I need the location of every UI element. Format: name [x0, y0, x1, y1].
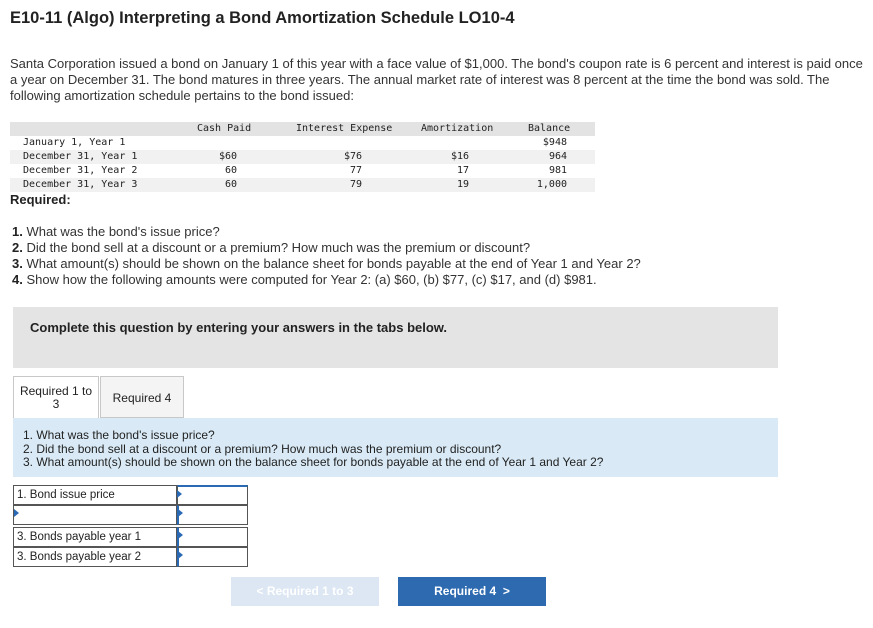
row-cash: $60 [218, 151, 237, 162]
question-number: 4. [12, 272, 23, 287]
page-title: E10-11 (Algo) Interpreting a Bond Amortization Schedule LO10-4 [10, 9, 515, 27]
chevron-right-icon: > [502, 584, 510, 598]
bonds-payable-year-1-input[interactable] [179, 529, 247, 547]
question-item [12, 240, 641, 256]
question-text: Did the bond sell at a discount or a premium? How much was the premium or discount? [22, 240, 531, 255]
table-row [10, 150, 595, 164]
row-balance: 964 [548, 151, 567, 162]
discount-premium-amount-cell[interactable] [177, 505, 248, 525]
instruction-box [13, 307, 778, 368]
tab-label-line1: Required 1 to [19, 384, 93, 398]
previous-tab-label: Required 1 to 3 [266, 584, 354, 598]
input-marker-icon [178, 509, 183, 517]
question-item [12, 256, 641, 272]
answer-label-text: 3. Bonds payable year 1 [17, 531, 142, 543]
row-amort: 17 [456, 165, 469, 176]
row-balance: 981 [548, 165, 567, 176]
row-date: December 31, Year 1 [23, 151, 138, 162]
row-balance: $948 [542, 137, 567, 148]
question-text: Show how the following amounts were computed for Year 2: (a) $60, (b) $77, (c) $17, and (d) $981. [22, 272, 597, 287]
prompt-line: 1. What was the bond's issue price? [23, 428, 215, 442]
discount-premium-amount-input[interactable] [179, 507, 247, 525]
row-balance: 1,000 [536, 179, 567, 190]
prompt-line: 3. What amount(s) should be shown on the balance sheet for bonds payable at the end of Year 1 and Year 2? [23, 455, 604, 469]
previous-tab-button[interactable] [231, 577, 379, 606]
question-number: 2. [12, 240, 23, 255]
row-interest: 77 [349, 165, 362, 176]
header-balance: Balance [528, 123, 571, 134]
row-amort: 19 [456, 179, 469, 190]
answer-label-text: 3. Bonds payable year 2 [17, 551, 142, 563]
bonds-payable-year-2-input[interactable] [179, 549, 247, 567]
row-cash: 60 [224, 179, 237, 190]
row-amort: $16 [450, 151, 469, 162]
required-heading: Required: [10, 192, 71, 207]
row-interest: 79 [349, 179, 362, 190]
tab-label-line2: 3 [52, 397, 60, 411]
row-interest: $76 [343, 151, 362, 162]
answer-label-text: 1. Bond issue price [17, 489, 115, 501]
answer-label-bond-issue-price [13, 485, 177, 505]
bond-issue-price-input-cell[interactable] [177, 485, 248, 505]
instruction-text: Complete this question by entering your answers in the tabs below. [30, 320, 448, 335]
question-item [12, 224, 641, 240]
row-date: January 1, Year 1 [23, 137, 126, 148]
questions-list [12, 224, 641, 288]
tab-required-1-to-3[interactable] [13, 376, 99, 419]
bond-issue-price-input[interactable] [178, 489, 247, 506]
amortization-schedule-table [10, 122, 595, 192]
bonds-payable-year-2-cell[interactable] [177, 547, 248, 567]
tab-label: Required 4 [112, 391, 172, 405]
table-header-row [10, 122, 595, 136]
chevron-left-icon: < [256, 584, 264, 598]
input-marker-icon [177, 490, 182, 498]
header-cash-paid: Cash Paid [197, 123, 252, 134]
tab-prompt-box [13, 418, 778, 477]
answer-label-bonds-payable-year-1 [13, 527, 177, 547]
input-marker-icon [178, 551, 183, 559]
prompt-line: 2. Did the bond sell at a discount or a premium? How much was the premium or discount? [23, 441, 502, 456]
problem-description: Santa Corporation issued a bond on January 1 of this year with a face value of $1,000. The bond's coupon rate is 6 percent and interest is paid once a year on December 31. The bond matures in three years. The annual market rate of interest was 8 percent at the time the bond was sold. The following amortization schedule pertains to the bond issued: [10, 56, 863, 103]
question-text: What was the bond's issue price? [22, 224, 220, 239]
header-interest-expense: Interest Expense [296, 123, 393, 134]
tab-prompt-text [23, 429, 603, 470]
next-tab-button[interactable] [398, 577, 546, 606]
bonds-payable-year-1-cell[interactable] [177, 527, 248, 547]
answer-label-discount-premium[interactable] [13, 505, 177, 525]
row-cash: 60 [224, 165, 237, 176]
question-item [12, 272, 641, 288]
tab-required-4[interactable] [100, 376, 184, 418]
input-marker-icon [14, 509, 19, 517]
header-amortization: Amortization [421, 123, 494, 134]
discount-premium-select[interactable] [17, 506, 176, 524]
table-row [10, 164, 595, 178]
input-marker-icon [178, 531, 183, 539]
row-date: December 31, Year 2 [23, 165, 138, 176]
table-row [10, 136, 595, 150]
question-number: 1. [12, 224, 23, 239]
answer-label-bonds-payable-year-2 [13, 547, 177, 567]
next-tab-label: Required 4 [434, 584, 497, 598]
question-number: 3. [12, 256, 23, 271]
table-row [10, 178, 595, 192]
question-text: What amount(s) should be shown on the balance sheet for bonds payable at the end of Year 1 and Year 2? [22, 256, 641, 271]
row-date: December 31, Year 3 [23, 179, 138, 190]
